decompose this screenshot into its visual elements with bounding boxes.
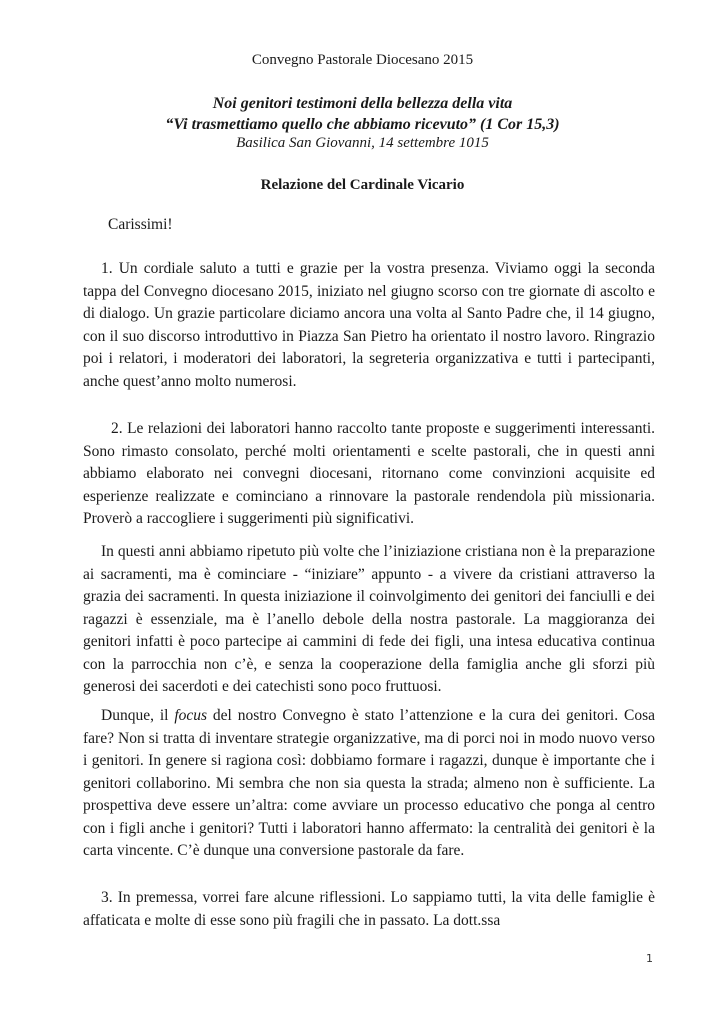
paragraph-4-start: Dunque, il <box>101 707 175 724</box>
theme-title: Noi genitori testimoni della bellezza della vita <box>212 95 513 112</box>
report-title: Relazione del Cardinale Vicario <box>260 177 465 193</box>
paragraph-3: In questi anni abbiamo ripetuto più volte che l’iniziazione cristiana non è la preparazione ai sacramenti, ma è cominciare - “iniziare” appunto - a vivere da cristiani attraverso la grazia dei sacramenti. In questa iniziazione il coinvolgimento dei genitori dei fanciulli e dei ragazzi è essenziale, ma è l’anello debole della nostra pastorale. La maggioranza dei genitori infatti è poco partecipe ai cammini di fede dei figli, una intesa educativa continua con la parrocchia non c’è, e senza la cooperazione della famiglia anche gli sforzi più generosi dei sacerdoti e dei catechisti sono poco fruttuosi. <box>83 543 655 695</box>
paragraph-4-rest: del nostro Convegno è stato l’attenzione e la cura dei genitori. Cosa fare? Non si tratta di inventare strategie organizzative, ma di porci noi in modo nuovo verso i genitori. In genere si ragiona così: dobbiamo formare i ragazzi, dunque è importante che i genitori collaborino. Mi sembra che non sia questa la strada; almeno non è sufficiente. La prospettiva deve essere un’altra: come avviare un processo educativo che ponga al centro con i figli anche i genitori? Tutti i laboratori hanno affermato: la centralità dei genitori è la carta vincente. C’è dunque una conversione pastorale da fare. <box>83 707 655 859</box>
paragraph-1: 1. Un cordiale saluto a tutti e grazie per la vostra presenza. Viviamo oggi la seconda tappa del Convegno diocesano 2015, iniziato nel giugno scorso con tre giornate di ascolto e di dialogo. Un grazie particolare diciamo ancora una volta al Santo Padre che, il 14 giugno, con il suo discorso introduttivo in Piazza San Pietro ha orientato il nostro lavoro. Ringrazio poi i relatori, i moderatori dei laboratori, la segreteria organizzativa e tutti i partecipanti, anche quest’anno molto numerosi. <box>83 260 655 390</box>
page-number: 1 <box>646 952 653 965</box>
conference-title: Convegno Pastorale Diocesano 2015 <box>251 52 474 68</box>
paragraph-2: 2. Le relazioni dei laboratori hanno raccolto tante proposte e suggerimenti interessanti. Sono rimasto consolato, perché molti orientamenti e scelte pastorali, che in questi anni abbiamo elaborato nei convegni diocesani, ritornano come convinzioni acquisite ed esperienze realizzate e cominciano a rinnovare la pastorale rendendola più missionaria. Proverò a raccogliere i suggerimenti più significativi. <box>83 420 655 527</box>
paragraph-5: 3. In premessa, vorrei fare alcune riflessioni. Lo sappiamo tutti, la vita delle famiglie è affaticata e molte di esse sono più fragili che in passato. La dott.ssa <box>83 889 655 929</box>
paragraph-4 <box>83 705 655 863</box>
greeting: Carissimi! <box>108 216 173 233</box>
venue-date: Basilica San Giovanni, 14 settembre 1015 <box>236 135 489 151</box>
focus-word: focus <box>174 707 208 724</box>
bible-quote: “Vi trasmettiamo quello che abbiamo ricevuto” (1 Cor 15,3) <box>165 116 560 133</box>
